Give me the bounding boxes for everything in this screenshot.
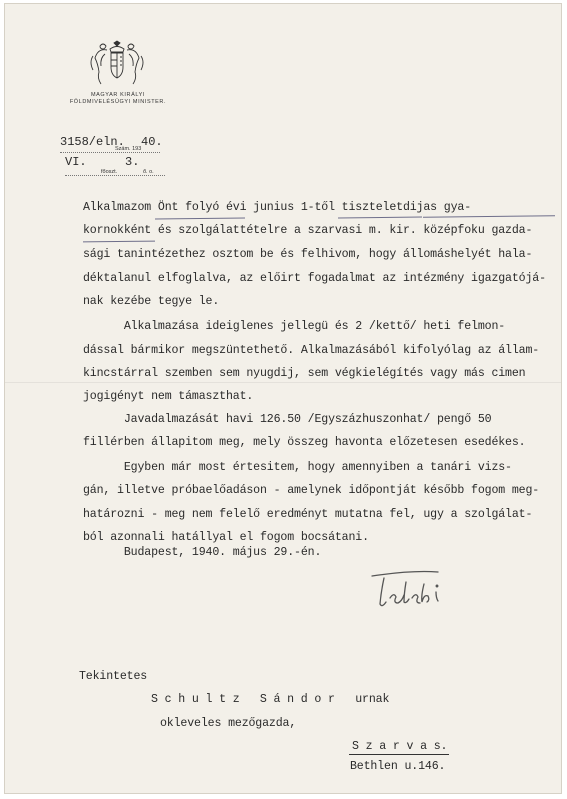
addressee-street: Bethlen u.146.: [350, 760, 446, 773]
body-line: nak kezébe tegye le.: [83, 295, 220, 308]
szam-label: Szám. 193: [115, 146, 142, 152]
ministry-title-line2: FÖLDMIVELÉSÜGYI MINISTER.: [69, 99, 167, 105]
divider: [65, 175, 165, 176]
body-line: kincstárral szemben sem nyugdij, sem végkielégítés vagy más cimen: [83, 367, 526, 380]
pencil-underline: [423, 215, 555, 217]
body-line: határozni - meg nem felelő eredményt mutatna fel, ugy a szolgálat-: [83, 508, 533, 521]
reference-number: 3158/eln.: [60, 135, 125, 149]
body-line: ból azonnali hatállyal el fogom bocsátani.: [83, 531, 369, 544]
body-line: Javadalmazását havi 126.50 /Egyszázhuszonhat/ pengő 50: [83, 413, 492, 426]
body-line: Alkalmazása ideiglenes jellegü és 2 /kettő/ heti felmon-: [83, 320, 506, 333]
reference-year: 40.: [141, 135, 163, 149]
body-line: fillérben állapitom meg, mely összeg havonta előzetesen esedékes.: [83, 436, 526, 449]
body-line: Alkalmazom Önt folyó évi junius 1-től tiszteletdijas gya-: [83, 201, 472, 214]
date-line: Budapest, 1940. május 29.-én.: [83, 546, 322, 559]
body-line: kornokként és szolgálattételre a szarvasi m. kir. középfoku gazda-: [83, 224, 533, 237]
handwritten-signature: [370, 568, 480, 616]
addressee-name: S c h u l t z S á n d o r urnak: [151, 693, 390, 706]
fold-crease: [5, 382, 561, 383]
addressee-city: S z a r v a s.: [352, 740, 448, 753]
body-line: déktalanul elfoglalva, az előirt fogadalmat az intézmény igazgatójá-: [83, 272, 546, 285]
pencil-underline: [155, 218, 245, 220]
pencil-underline: [338, 217, 422, 219]
divider: [60, 152, 160, 153]
body-line: sági tanintézethez osztom be és felhivom, hogy állomáshelyét hala-: [83, 248, 533, 261]
city-underline: [349, 754, 449, 755]
ministry-title-line1: MAGYAR KIRÁLYI: [90, 92, 146, 98]
pencil-underline: [83, 241, 155, 243]
body-line: Egyben már most értesitem, hogy amennyiben a tanári vizs-: [83, 461, 512, 474]
coat-of-arms-icon: [87, 40, 147, 88]
body-line: jogigényt nem támaszthat.: [83, 390, 254, 403]
addressee-title: okleveles mezőgazda,: [160, 717, 297, 730]
o-label: ő. o.: [143, 169, 154, 175]
body-line: gán, illetve próbaelőadáson - amelynek időpontját később fogom meg-: [83, 484, 540, 497]
body-line: dással bármikor megszüntethető. Alkalmazásából kifolyólag az állam-: [83, 344, 540, 357]
foosztaly-label: főoszt.: [101, 169, 118, 175]
section-roman: VI.: [65, 155, 87, 169]
section-number: 3.: [125, 155, 140, 169]
salutation: Tekintetes: [79, 670, 148, 683]
letter-page: [4, 3, 562, 794]
